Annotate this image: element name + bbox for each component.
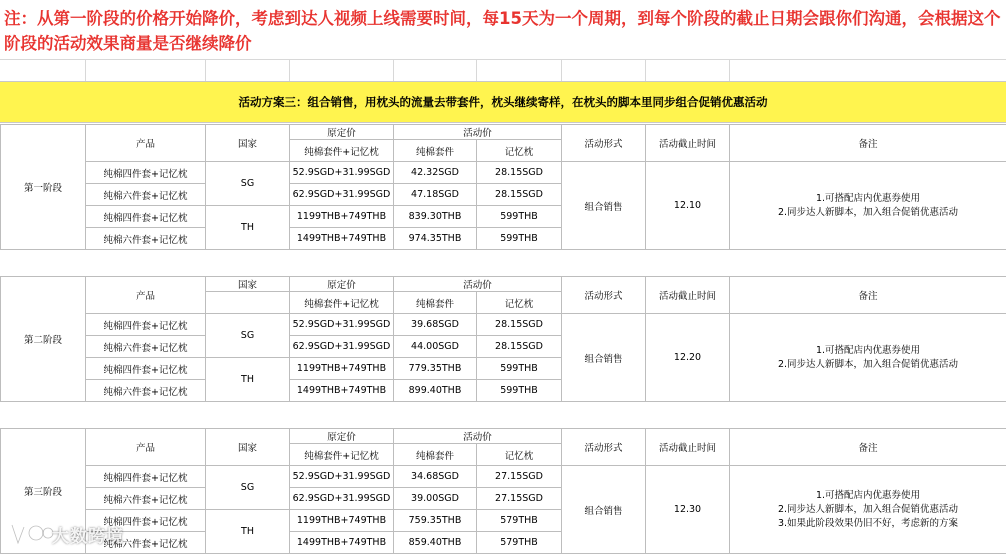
grid-line: [561, 59, 562, 81]
header-activity-price: 活动价: [394, 125, 562, 140]
set-price-cell: 779.35THB: [394, 358, 477, 380]
stage-name: 第三阶段: [1, 429, 86, 554]
set-price-cell: 899.40THB: [394, 380, 477, 402]
remark-cell: [730, 314, 1006, 402]
set-price-cell: 47.18SGD: [394, 184, 477, 206]
header-activity-price: 活动价: [394, 429, 562, 444]
set-price-cell: 759.35THB: [394, 510, 477, 532]
header-form: 活动形式: [562, 125, 646, 162]
table-row: [1, 314, 1006, 336]
activity-form-cell: 组合销售: [562, 162, 646, 250]
activity-form-cell: 组合销售: [562, 466, 646, 554]
header-row: [1, 125, 1006, 140]
remark-line: 2.同步达人新脚本，加入组合促销优惠活动: [730, 206, 1006, 220]
table-row: [1, 466, 1006, 488]
country-cell: TH: [206, 358, 290, 402]
original-price-cell: 52.9SGD+31.99SGD: [290, 162, 394, 184]
stage-table: [0, 124, 1006, 250]
subheader-pillow: 记忆枕: [477, 444, 562, 466]
set-price-cell: 974.35THB: [394, 228, 477, 250]
country-cell: TH: [206, 510, 290, 554]
table-row: [1, 162, 1006, 184]
header-row: [1, 277, 1006, 292]
original-price-cell: 52.9SGD+31.99SGD: [290, 466, 394, 488]
stage-name: 第二阶段: [1, 277, 86, 402]
original-price-cell: 62.9SGD+31.99SGD: [290, 336, 394, 358]
product-cell: 纯棉四件套+记忆枕: [86, 466, 206, 488]
header-remark: 备注: [730, 429, 1006, 466]
watermark-text: 大数跨境: [52, 522, 124, 547]
deadline-cell: 12.10: [646, 162, 730, 250]
header-deadline: 活动截止时间: [646, 125, 730, 162]
original-price-cell: 1199THB+749THB: [290, 510, 394, 532]
original-price-cell: 62.9SGD+31.99SGD: [290, 184, 394, 206]
pillow-price-cell: 599THB: [477, 358, 562, 380]
product-cell: 纯棉六件套+记忆枕: [86, 380, 206, 402]
set-price-cell: 34.68SGD: [394, 466, 477, 488]
product-cell: 纯棉六件套+记忆枕: [86, 184, 206, 206]
pillow-price-cell: 27.15SGD: [477, 466, 562, 488]
subheader-original: 纯棉套件+记忆枕: [290, 444, 394, 466]
header-country: 国家: [206, 429, 290, 466]
header-country-blank: [206, 292, 290, 314]
subheader-pillow: 记忆枕: [477, 140, 562, 162]
grid-line: [205, 59, 206, 81]
grid-line: [289, 59, 290, 81]
pillow-price-cell: 28.15SGD: [477, 314, 562, 336]
product-cell: 纯棉四件套+记忆枕: [86, 510, 206, 532]
set-price-cell: 39.00SGD: [394, 488, 477, 510]
grid-line: [729, 59, 730, 81]
product-cell: 纯棉四件套+记忆枕: [86, 358, 206, 380]
header-activity-price: 活动价: [394, 277, 562, 292]
pillow-price-cell: 579THB: [477, 510, 562, 532]
header-deadline: 活动截止时间: [646, 277, 730, 314]
header-form: 活动形式: [562, 277, 646, 314]
header-original-price: 原定价: [290, 125, 394, 140]
subheader-original: 纯棉套件+记忆枕: [290, 140, 394, 162]
deadline-cell: 12.20: [646, 314, 730, 402]
header-remark: 备注: [730, 277, 1006, 314]
set-price-cell: 839.30THB: [394, 206, 477, 228]
original-price-cell: 1499THB+749THB: [290, 380, 394, 402]
subheader-set: 纯棉套件: [394, 140, 477, 162]
pillow-price-cell: 28.15SGD: [477, 184, 562, 206]
remark-line: 2.同步达人新脚本，加入组合促销优惠活动: [730, 503, 1006, 517]
country-cell: TH: [206, 206, 290, 250]
country-cell: SG: [206, 466, 290, 510]
remark-line: 1.可搭配店内优惠券使用: [730, 489, 1006, 503]
pillow-price-cell: 28.15SGD: [477, 336, 562, 358]
header-country: 国家: [206, 277, 290, 292]
subheader-pillow: 记忆枕: [477, 292, 562, 314]
header-product: 产品: [86, 125, 206, 162]
grid-line: [645, 59, 646, 81]
pillow-price-cell: 599THB: [477, 380, 562, 402]
stage-table: [0, 276, 1006, 402]
country-cell: SG: [206, 162, 290, 206]
original-price-cell: 1199THB+749THB: [290, 358, 394, 380]
stage-table: [0, 428, 1006, 554]
subheader-original: 纯棉套件+记忆枕: [290, 292, 394, 314]
product-cell: 纯棉四件套+记忆枕: [86, 206, 206, 228]
product-cell: 纯棉六件套+记忆枕: [86, 336, 206, 358]
activity-form-cell: 组合销售: [562, 314, 646, 402]
grid-line: [393, 59, 394, 81]
remark-line: 1.可搭配店内优惠券使用: [730, 192, 1006, 206]
set-price-cell: 42.32SGD: [394, 162, 477, 184]
pillow-price-cell: 599THB: [477, 228, 562, 250]
header-original-price: 原定价: [290, 429, 394, 444]
deadline-cell: 12.30: [646, 466, 730, 554]
original-price-cell: 52.9SGD+31.99SGD: [290, 314, 394, 336]
product-cell: 纯棉六件套+记忆枕: [86, 228, 206, 250]
header-deadline: 活动截止时间: [646, 429, 730, 466]
header-product: 产品: [86, 277, 206, 314]
product-cell: 纯棉四件套+记忆枕: [86, 162, 206, 184]
subheader-set: 纯棉套件: [394, 444, 477, 466]
subheader-set: 纯棉套件: [394, 292, 477, 314]
remark-line: 2.同步达人新脚本，加入组合促销优惠活动: [730, 358, 1006, 372]
product-cell: 纯棉六件套+记忆枕: [86, 532, 206, 554]
remark-line: 1.可搭配店内优惠券使用: [730, 344, 1006, 358]
header-form: 活动形式: [562, 429, 646, 466]
original-price-cell: 1499THB+749THB: [290, 532, 394, 554]
original-price-cell: 1499THB+749THB: [290, 228, 394, 250]
original-price-cell: 62.9SGD+31.99SGD: [290, 488, 394, 510]
header-country: 国家: [206, 125, 290, 162]
grid-line: [476, 59, 477, 81]
pillow-price-cell: 579THB: [477, 532, 562, 554]
header-row: [1, 429, 1006, 444]
country-cell: SG: [206, 314, 290, 358]
grid-line: [85, 59, 86, 81]
remark-cell: [730, 162, 1006, 250]
grid-line: [0, 59, 1006, 60]
product-cell: 纯棉六件套+记忆枕: [86, 488, 206, 510]
product-cell: 纯棉四件套+记忆枕: [86, 314, 206, 336]
pillow-price-cell: 599THB: [477, 206, 562, 228]
remark-cell: [730, 466, 1006, 554]
set-price-cell: 44.00SGD: [394, 336, 477, 358]
header-remark: 备注: [730, 125, 1006, 162]
header-original-price: 原定价: [290, 277, 394, 292]
header-product: 产品: [86, 429, 206, 466]
pillow-price-cell: 28.15SGD: [477, 162, 562, 184]
pillow-price-cell: 27.15SGD: [477, 488, 562, 510]
note-text: 注：从第一阶段的价格开始降价，考虑到达人视频上线需要时间，每15天为一个周期，到每个阶段的截止日期会跟你们沟通，会根据这个阶段的活动效果商量是否继续降价: [4, 6, 1004, 56]
activity-banner: 活动方案三：组合销售，用枕头的流量去带套件，枕头继续寄样，在枕头的脚本里同步组合促销优惠活动: [0, 81, 1006, 123]
original-price-cell: 1199THB+749THB: [290, 206, 394, 228]
stage-name: 第一阶段: [1, 125, 86, 250]
remark-line: 3.如果此阶段效果仍旧不好，考虑新的方案: [730, 517, 1006, 531]
set-price-cell: 859.40THB: [394, 532, 477, 554]
set-price-cell: 39.68SGD: [394, 314, 477, 336]
